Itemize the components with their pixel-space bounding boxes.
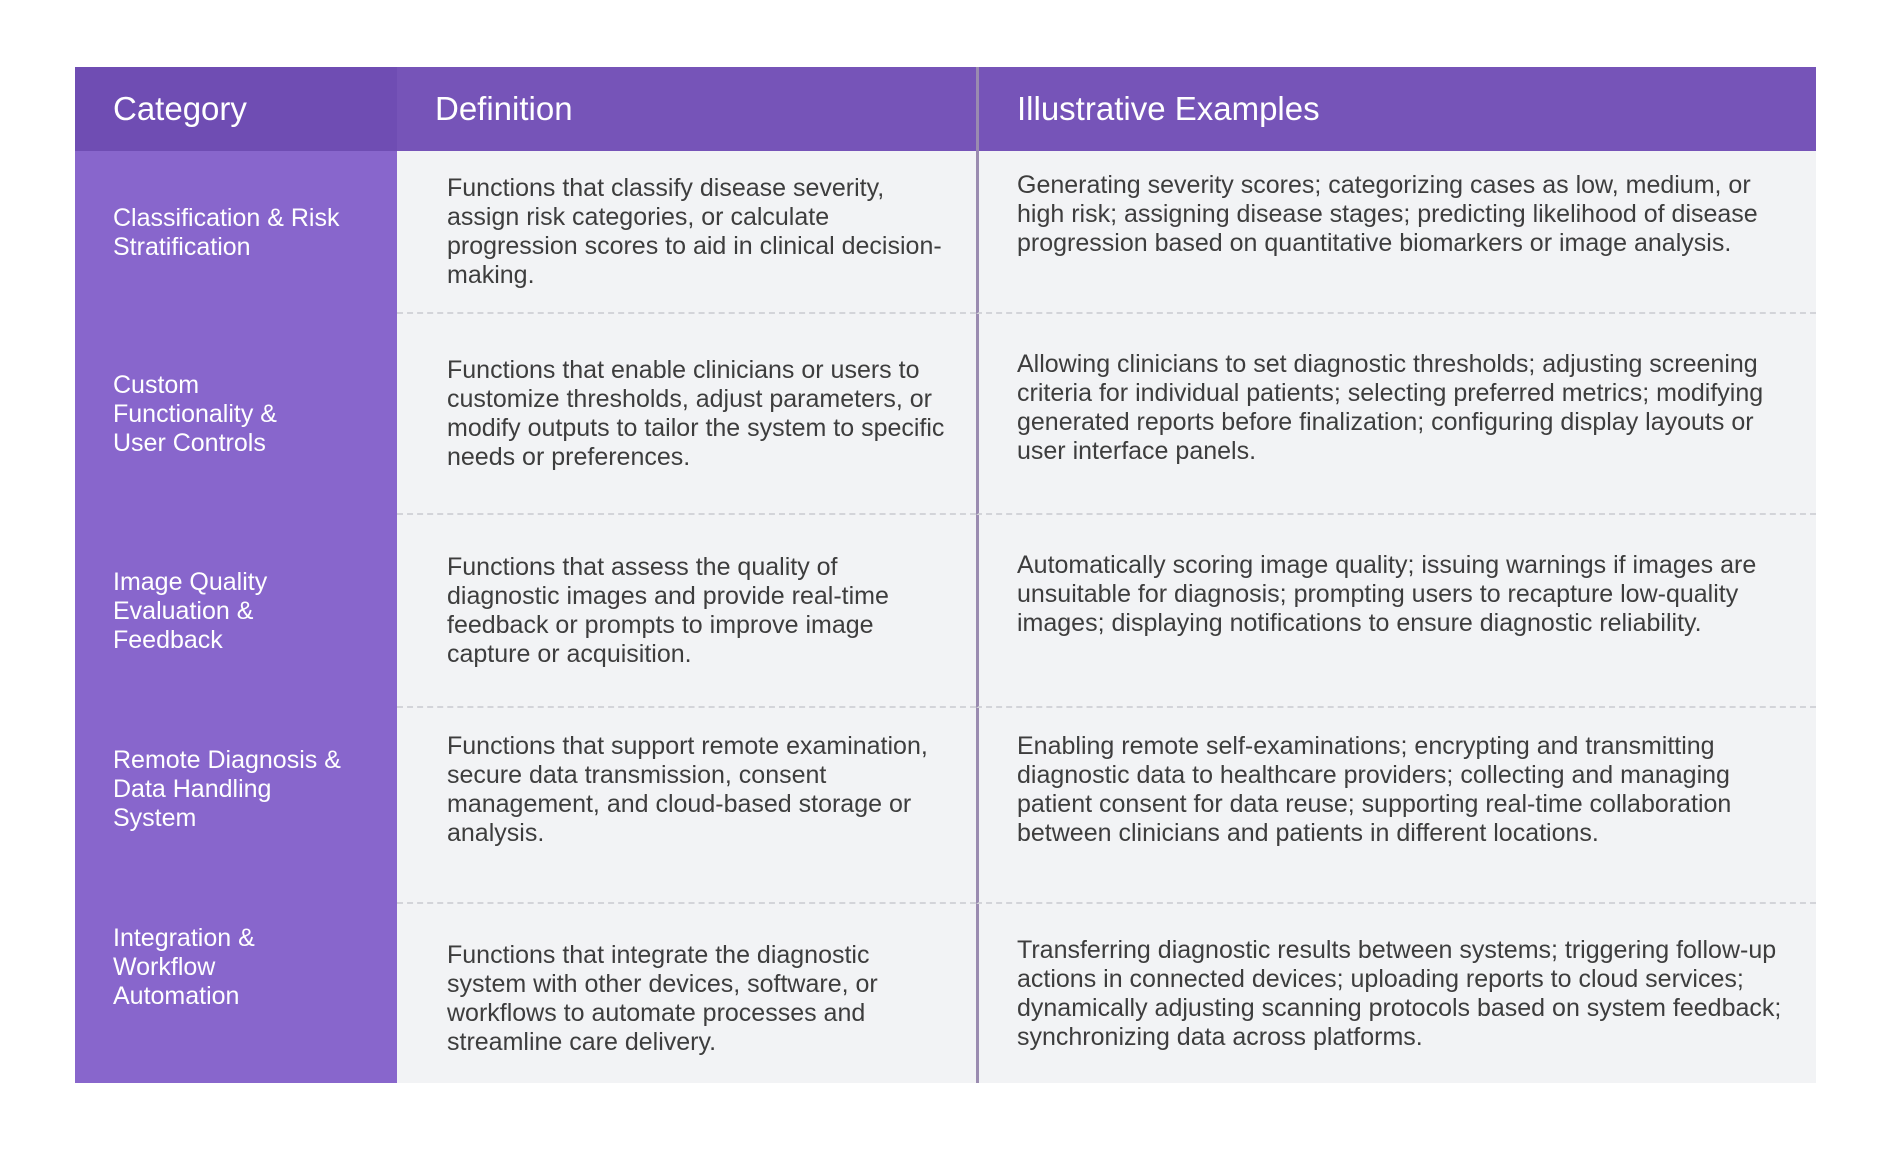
header-examples-label: Illustrative Examples [1017,90,1320,127]
header-category-label: Category [113,90,247,127]
category-table [75,67,1816,1083]
row-category-cell [75,708,397,904]
header-definition [397,67,976,151]
row-examples-cell [976,515,1816,708]
row-definition-text: Functions that enable clinicians or users to customize thresholds, adjust parameters, or modify outputs to tailor the system to specific needs or preferences. [447,355,945,471]
row-category-cell [75,515,397,708]
header-category [75,67,397,151]
row-definition-text: Functions that assess the quality of diagnostic images and provide real-time feedback or prompts to improve image capture or acquisition. [447,552,889,668]
row-examples-text: Allowing clinicians to set diagnostic thresholds; adjusting screening criteria for individual patients; selecting preferred metrics; modifying generated reports before finalization; configuring display layouts or user interface panels. [1017,350,1764,465]
header-examples [976,67,1816,151]
row-category-label: Classification & Risk Stratification [113,203,340,261]
row-definition-cell [397,314,976,515]
row-definition-cell [397,515,976,708]
row-category-cell [75,151,397,314]
row-category-cell [75,314,397,515]
row-category-label: Custom Functionality & User Controls [113,371,277,457]
row-definition-cell [397,708,976,904]
row-examples-cell [976,151,1816,314]
row-definition-text: Functions that classify disease severity, assign risk categories, or calculate progression scores to aid in clinical decision-making. [447,173,942,289]
row-category-label: Integration & Workflow Automation [113,924,255,1010]
row-examples-text: Generating severity scores; categorizing cases as low, medium, or high risk; assigning disease stages; predicting likelihood of disease progression based on quantitative biomarkers or image analysis. [1017,171,1758,257]
row-definition-text: Functions that support remote examination, secure data transmission, consent management, and cloud-based storage or analysis. [447,732,928,847]
row-definition-text: Functions that integrate the diagnostic system with other devices, software, or workflows to automate processes and streamline care delivery. [447,940,878,1056]
row-examples-cell [976,904,1816,1083]
row-category-label: Image Quality Evaluation & Feedback [113,568,268,654]
row-examples-text: Automatically scoring image quality; issuing warnings if images are unsuitable for diagnosis; prompting users to recapture low-quality images; displaying notifications to ensure diagnostic reliability. [1017,551,1757,637]
row-category-label: Remote Diagnosis & Data Handling System [113,746,341,832]
row-definition-cell [397,904,976,1083]
row-examples-cell [976,708,1816,904]
row-definition-cell [397,151,976,314]
row-category-cell [75,904,397,1083]
row-examples-text: Transferring diagnostic results between systems; triggering follow-up actions in connected devices; uploading reports to cloud services; dynamically adjusting scanning protocols based on system feedback; synchronizing data across platforms. [1017,935,1782,1051]
row-examples-text: Enabling remote self-examinations; encrypting and transmitting diagnostic data to healthcare providers; collecting and managing patient consent for data reuse; supporting real-time collaboration between clinicians and patients in different locations. [1017,732,1732,847]
header-definition-label: Definition [435,90,573,127]
row-examples-cell [976,314,1816,515]
